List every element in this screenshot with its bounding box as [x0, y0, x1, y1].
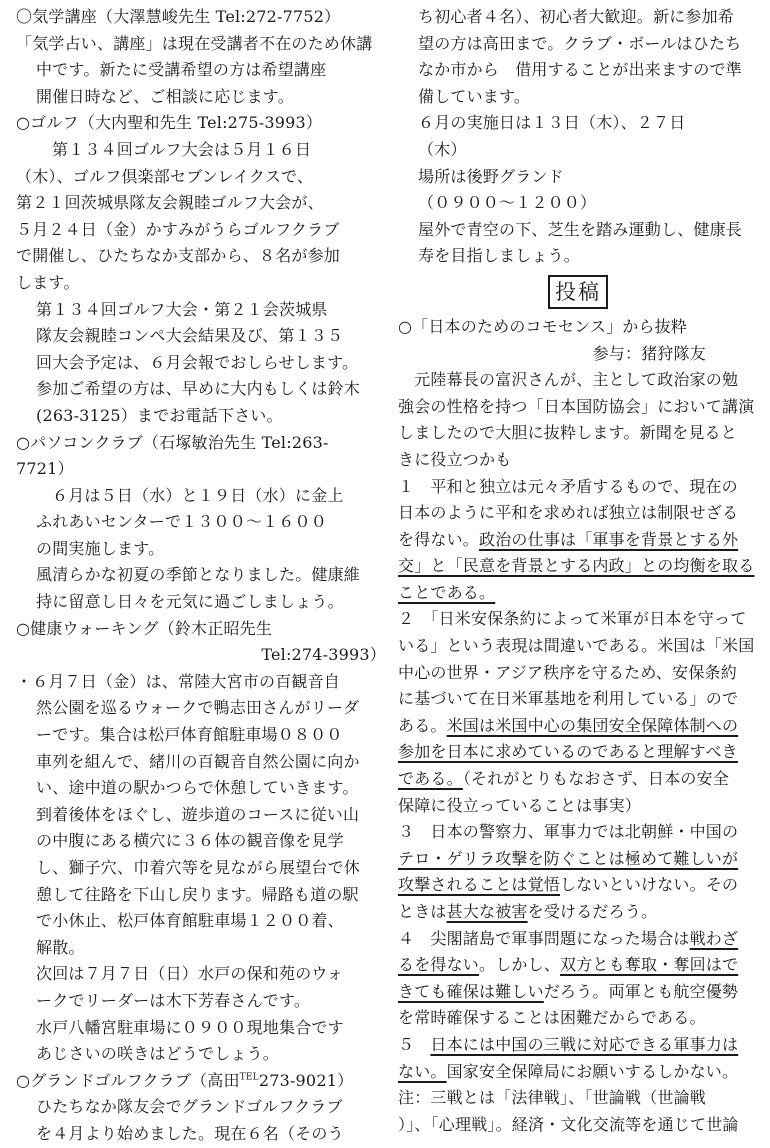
line-text: の間実施します。 — [36, 538, 165, 558]
line-text: 然公園を巡るウォークで鴨志田さんがリーダ — [36, 698, 360, 718]
post-text-line — [398, 367, 758, 394]
post-text-line — [398, 713, 758, 740]
text-segment: 国家安全保障局にお願いするしかない。 — [446, 1061, 739, 1081]
left-text-line — [16, 669, 386, 696]
text-segment: 。しかし、 — [479, 955, 561, 975]
right-text-line — [398, 243, 758, 270]
underlined-text: きても確保は難しい — [398, 981, 544, 1001]
text-segment: ２ 「日米安保条約によって米軍が日本を守って — [398, 609, 747, 629]
line-text: 第１３４回ゴルフ大会・第２１会茨城県 — [36, 299, 328, 319]
left-text-line — [16, 190, 386, 217]
line-text: し、獅子穴、巾着穴等を見ながら展望台で休 — [36, 858, 361, 877]
left-text-line — [16, 483, 386, 510]
text-segment: ３ 日本の警察力、軍事力では北朝鮮・中国の — [398, 822, 739, 842]
line-text: 持に留意し日々を元気に過ごしましょう。 — [36, 592, 344, 612]
left-text-line — [16, 988, 386, 1015]
right-text-line — [398, 190, 758, 217]
left-text-line — [16, 562, 386, 589]
left-text-line — [16, 110, 386, 137]
line-text: ーです。集合は松戸体育館駐車場０８００ — [36, 725, 343, 745]
line-text: 水戸八幡宮駐車場に０９００現地集合です — [36, 1017, 344, 1037]
line-text: 憩して往路を下山し戻ります。帰路も道の駅 — [36, 884, 359, 904]
line-text: ち初心者４名）、初心者大歓迎。新に参加希 — [418, 7, 735, 26]
left-text-line — [16, 642, 386, 669]
line-text: ークでリーダーは木下芳春さんです。 — [36, 990, 311, 1010]
line-text: 場所は後野グランド — [418, 166, 564, 186]
post-text-line — [398, 500, 758, 527]
line-text: 車列を組んで、緒川の百観音自然公園に向か — [36, 751, 360, 771]
left-text-line — [16, 297, 386, 324]
left-text-line — [16, 137, 386, 164]
underlined-text: ことである。 — [398, 582, 496, 602]
line-text: ○パソコンクラブ（石塚敏治先生 Tel:263- — [16, 432, 329, 452]
line-text: 到着後体をほぐし、遊歩道のコースに従い山 — [36, 804, 360, 824]
line-text: 回大会予定は、６月会報でおしらせします。 — [36, 352, 359, 372]
post-text-line — [398, 1112, 758, 1139]
left-text-line — [16, 217, 386, 244]
post-text-line — [398, 926, 758, 953]
post-text-line — [398, 580, 758, 607]
line-text: ・６月７日（金）は、常陸大宮市の百観音自 — [16, 671, 341, 691]
text-segment: ときは — [398, 902, 447, 921]
underlined-text: 交」と「民意を背景とする内政」との均衡を取る — [398, 556, 755, 576]
line-text: (263-3125）までお電話下さい。 — [36, 405, 283, 425]
line-text: ６月の実施日は１３日（木）、２７日 — [418, 113, 686, 133]
underlined-text: 甚大な被害 — [446, 902, 528, 921]
post-text-line — [398, 1005, 758, 1032]
right-text-line — [398, 57, 758, 84]
text-segment: しましたので大胆に抜粋します。新聞を見ると — [398, 423, 737, 443]
line-text: 寿を目指しましょう。 — [418, 246, 581, 266]
left-column — [16, 4, 386, 1148]
text-segment: １ 平和と独立は元々矛盾するもので、現在の — [398, 476, 738, 496]
text-segment: を常時確保することは困難だからである。 — [398, 1008, 706, 1028]
left-text-line — [16, 350, 386, 377]
post-text-line — [398, 1032, 758, 1059]
left-text-line — [16, 31, 386, 58]
post-text-line — [398, 793, 758, 820]
left-text-line — [16, 323, 386, 350]
left-text-line — [16, 509, 386, 536]
underlined-text: である。 — [398, 769, 463, 789]
post-text-line — [398, 846, 758, 873]
left-text-line — [16, 243, 386, 270]
section-title-box — [398, 270, 758, 314]
left-text-line — [16, 1015, 386, 1042]
line-text: Tel:274-3993） — [261, 645, 386, 665]
line-text: 備しています。 — [418, 86, 531, 106]
line-text: ○グランドゴルフクラブ（高田 — [16, 1070, 240, 1090]
underlined-text: 戦わざ — [689, 928, 739, 948]
tel-number: 273-9021） — [258, 1070, 354, 1090]
left-text-line — [16, 589, 386, 616]
line-text: （０９００～１２００） — [418, 193, 597, 213]
post-text-line — [398, 633, 758, 660]
left-text-line — [16, 722, 386, 749]
section-title: 投稿 — [548, 275, 608, 309]
line-text: 屋外で青空の下、芝生を踏み運動し、健康長 — [418, 219, 743, 239]
line-text: なか市から 借用することが出来ますので準 — [418, 60, 743, 80]
line-text: 〇気学講座（大澤慧峻先生 Tel:272-7752） — [16, 7, 341, 26]
left-text-line — [16, 430, 386, 457]
right-text-line — [398, 164, 758, 191]
left-text-line — [16, 456, 386, 483]
text-segment: 参与：猪狩隊友 — [592, 343, 706, 363]
right-text-line — [398, 31, 758, 58]
post-text-line — [398, 686, 758, 713]
post-text-line — [398, 1085, 758, 1112]
underlined-text: 攻撃されることは覚悟 — [398, 875, 561, 895]
post-text-line — [398, 527, 758, 554]
left-text-line — [16, 536, 386, 563]
right-text-line — [398, 110, 758, 137]
left-text-line — [16, 695, 386, 722]
right-text-line — [398, 217, 758, 244]
post-text-line — [398, 872, 758, 899]
post-text-line — [398, 394, 758, 421]
post-text-line — [398, 553, 758, 580]
line-text: （木） — [418, 139, 467, 159]
underlined-text: ない。 — [398, 1061, 447, 1081]
line-text: 次回は７月７日（日）水戸の保和苑のウォ — [36, 964, 344, 984]
text-segment: を受けるだろう。 — [527, 902, 658, 921]
text-segment: （それがとりもなおさず、日本の安全 — [462, 769, 729, 789]
left-text-line — [16, 1094, 386, 1121]
line-text: 第２１回茨城県隊友会親睦ゴルフ大会が、 — [16, 193, 324, 213]
line-text: 「気学占い、講座」は現在受講者不在のため休講 — [16, 33, 373, 53]
line-text: ○ゴルフ（大内聖和先生 Tel:275-3993） — [16, 113, 323, 133]
underlined-text: 参加を日本に求めているのであると理解すべき — [398, 742, 738, 762]
underlined-text: 双方とも奪取・奪回はで — [560, 955, 739, 975]
line-text: 風清らかな初夏の季節となりました。健康維 — [36, 565, 361, 585]
text-segment: 元陸幕長の富沢さんが、主として政治家の勉 — [398, 370, 739, 390]
underlined-text: テロ・ゲリラ攻撃を防ぐことは極めて難しいが — [398, 848, 739, 868]
post-article — [398, 314, 758, 1138]
line-text: 望の方は高田まで。クラブ・ボールはひたち — [418, 33, 742, 53]
line-text: ふれあいセンターで１３００～１６００ — [36, 512, 327, 532]
left-text-line — [16, 84, 386, 111]
text-segment: いる」という表現は間違いである。米国は「米国 — [398, 636, 755, 656]
line-text: で開催し、ひたちなか支部から、８名が参加 — [16, 246, 341, 266]
line-text: 第１３４回ゴルフ大会は５月１６日 — [52, 139, 312, 159]
underlined-text: 日本には中国の三戦に対応できる軍事力は — [430, 1034, 739, 1054]
line-text: 7721） — [16, 459, 74, 479]
post-text-line — [398, 606, 758, 633]
line-text: 参加ご希望の方は、早めに大内もしくは鈴木 — [36, 379, 361, 399]
text-segment: しないといけない。その — [560, 875, 739, 895]
right-text-line — [398, 137, 758, 164]
left-text-line — [16, 616, 386, 643]
text-segment: を得ない。 — [398, 529, 480, 549]
left-text-line — [16, 1068, 386, 1095]
left-text-line — [16, 828, 386, 855]
post-text-line — [398, 341, 758, 368]
left-text-line — [16, 1041, 386, 1068]
line-text: 中です。新たに受講希望の方は希望講座 — [36, 60, 327, 80]
left-text-line — [16, 164, 386, 191]
left-text-line — [16, 935, 386, 962]
underlined-text: 米国は米国中心の集団安全保障体制への — [446, 715, 739, 735]
left-text-line — [16, 882, 386, 909]
line-text: 解散。 — [36, 937, 85, 957]
text-segment: に基づいて在日米軍基地を利用している」ので — [398, 689, 739, 709]
underlined-text: 政治の仕事は「軍事を背景とする外 — [479, 529, 739, 549]
text-segment: ）」、「心理戦」。経済・文化交流等を通じて世論 — [398, 1114, 739, 1134]
left-text-line — [16, 1121, 386, 1148]
left-text-line — [16, 4, 386, 31]
line-text: ６月は５日（水）と１９日（水）に金上 — [52, 485, 344, 505]
text-segment: 保障に役立っていることは事実） — [398, 795, 642, 815]
post-text-line — [398, 447, 758, 474]
left-text-line — [16, 403, 386, 430]
line-text: の中腹にある横穴に３６体の観音像を見学 — [36, 831, 344, 851]
post-text-line — [398, 314, 758, 341]
left-text-line — [16, 908, 386, 935]
post-text-line — [398, 899, 758, 926]
left-text-line — [16, 802, 386, 829]
right-text-line — [398, 84, 758, 111]
post-text-line — [398, 952, 758, 979]
tel-mark: TEL — [239, 1072, 259, 1083]
post-text-line — [398, 660, 758, 687]
line-text: ５月２４日（金）かすみがうらゴルフクラブ — [16, 219, 340, 239]
line-text: 開催日時など、ご相談に応じます。 — [36, 86, 294, 106]
left-text-line — [16, 57, 386, 84]
text-segment: 日本のように平和を求めれば独立は制限せざる — [398, 503, 739, 523]
left-text-line — [16, 749, 386, 776]
underlined-text: るを得ない — [398, 955, 480, 975]
left-text-line — [16, 855, 386, 882]
text-segment: 強会の性格を持つ「日本国防協会」において講演 — [398, 396, 755, 416]
line-text: （木）、ゴルフ倶楽部セブンレイクスで、 — [16, 166, 314, 186]
text-segment: ４ 尖閣諸島で軍事問題になった場合は — [398, 928, 690, 948]
text-segment: ○「日本のためのコモセンス」から抜粋 — [398, 316, 688, 336]
line-text: あじさいの咲きはどうでしょう。 — [36, 1044, 280, 1064]
left-text-line — [16, 961, 386, 988]
right-text-line — [398, 4, 758, 31]
post-text-line — [398, 474, 758, 501]
text-segment: きに役立つかも — [398, 449, 512, 469]
text-segment: だろう。両軍とも航空優勢 — [543, 981, 739, 1001]
line-text: で小休止、松戸体育館駐車場１２００着、 — [36, 911, 344, 931]
post-text-line — [398, 739, 758, 766]
text-segment: 注：三戦とは「法律戦」、「世論戦（世論戦 — [398, 1088, 707, 1108]
right-column — [398, 4, 758, 1138]
line-text: 隊友会親睦コンペ大会結果及び、第１３５ — [36, 326, 344, 346]
post-text-line — [398, 819, 758, 846]
line-text: ひたちなか隊友会でグランドゴルフクラブ — [36, 1097, 343, 1117]
post-text-line — [398, 420, 758, 447]
line-text: します。 — [16, 272, 80, 292]
line-text: を４月より始めました。現在６名（そのう — [36, 1123, 344, 1143]
line-text: い、途中道の駅かつらで休憩していきます。 — [36, 778, 359, 798]
grand-golf-continuation — [398, 4, 758, 270]
left-text-line — [16, 775, 386, 802]
post-text-line — [398, 1059, 758, 1086]
text-segment: 中心の世界・アジア秩序を守るため、安保条約 — [398, 662, 737, 682]
post-text-line — [398, 766, 758, 793]
post-text-line — [398, 979, 758, 1006]
line-text: ○健康ウォーキング（鈴木正昭先生 — [16, 618, 273, 638]
left-text-line — [16, 270, 386, 297]
text-segment: ５ — [398, 1034, 431, 1054]
text-segment: ある。 — [398, 715, 447, 735]
left-text-line — [16, 376, 386, 403]
